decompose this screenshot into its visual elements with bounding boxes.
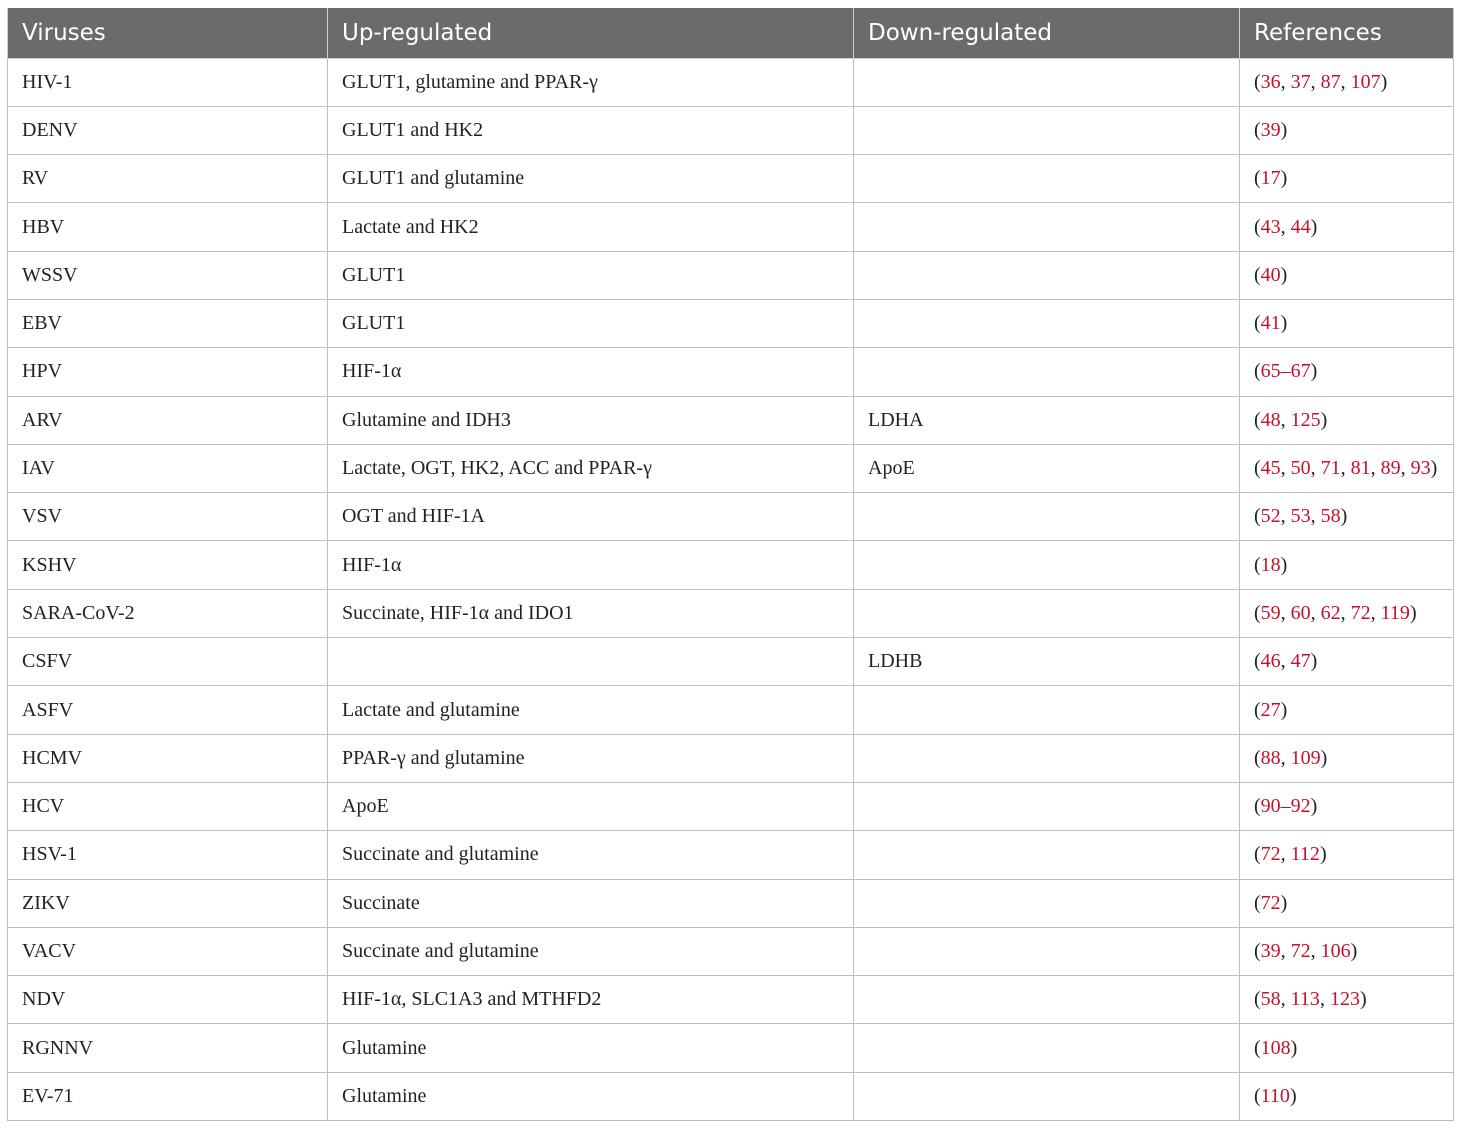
ref-separator: ,	[1280, 215, 1291, 238]
close-paren: )	[1359, 988, 1367, 1011]
open-paren: (	[1254, 553, 1261, 576]
reference-link[interactable]: 107	[1350, 70, 1381, 93]
up-regulated-cell: GLUT1 and HK2	[328, 106, 854, 154]
reference-link[interactable]: 37	[1290, 70, 1311, 93]
reference-link[interactable]: 44	[1290, 215, 1311, 238]
up-regulated-cell: GLUT1, glutamine and PPAR-γ	[328, 58, 854, 106]
down-regulated-cell	[854, 106, 1240, 154]
table-row	[8, 782, 1454, 830]
table-row	[8, 879, 1454, 927]
reference-link[interactable]: 90–92	[1260, 795, 1311, 818]
reference-link[interactable]: 112	[1290, 843, 1320, 866]
table-row	[8, 106, 1454, 154]
table-row	[8, 927, 1454, 975]
virus-cell: RGNNV	[8, 1024, 328, 1072]
references-cell	[1240, 444, 1454, 492]
virus-cell: KSHV	[8, 541, 328, 589]
down-regulated-cell	[854, 541, 1240, 589]
table-row	[8, 444, 1454, 492]
virus-cell: EBV	[8, 299, 328, 347]
virus-cell: WSSV	[8, 251, 328, 299]
reference-link[interactable]: 72	[1350, 601, 1371, 624]
close-paren: )	[1310, 795, 1318, 818]
down-regulated-cell	[854, 734, 1240, 782]
up-regulated-cell: GLUT1 and glutamine	[328, 155, 854, 203]
down-regulated-cell	[854, 251, 1240, 299]
open-paren: (	[1254, 505, 1261, 528]
ref-separator: ,	[1310, 601, 1321, 624]
reference-link[interactable]: 58	[1320, 505, 1341, 528]
up-regulated-cell: Lactate and HK2	[328, 203, 854, 251]
reference-link[interactable]: 58	[1260, 988, 1281, 1011]
open-paren: (	[1254, 939, 1261, 962]
close-paren: )	[1340, 505, 1348, 528]
references-cell	[1240, 686, 1454, 734]
ref-separator: ,	[1280, 650, 1291, 673]
reference-link[interactable]: 50	[1290, 457, 1311, 480]
ref-separator: ,	[1310, 505, 1321, 528]
ref-separator: ,	[1280, 70, 1291, 93]
up-regulated-cell: HIF-1α	[328, 541, 854, 589]
ref-separator: ,	[1340, 457, 1351, 480]
open-paren: (	[1254, 70, 1261, 93]
close-paren: )	[1280, 891, 1288, 914]
down-regulated-cell	[854, 155, 1240, 203]
virus-cell: DENV	[8, 106, 328, 154]
open-paren: (	[1254, 312, 1261, 335]
table-row	[8, 1072, 1454, 1120]
references-cell	[1240, 203, 1454, 251]
up-regulated-cell: Succinate, HIF-1α and IDO1	[328, 589, 854, 637]
down-regulated-cell	[854, 1024, 1240, 1072]
open-paren: (	[1254, 408, 1261, 431]
up-regulated-cell: GLUT1	[328, 251, 854, 299]
close-paren: )	[1280, 312, 1288, 335]
ref-separator: ,	[1280, 843, 1291, 866]
ref-separator: ,	[1280, 988, 1291, 1011]
up-regulated-cell: Succinate	[328, 879, 854, 927]
reference-link[interactable]: 45	[1260, 457, 1281, 480]
virus-cell: RV	[8, 155, 328, 203]
down-regulated-cell: LDHA	[854, 396, 1240, 444]
ref-separator: ,	[1280, 505, 1291, 528]
reference-link[interactable]: 93	[1410, 457, 1431, 480]
close-paren: )	[1319, 843, 1327, 866]
table-row	[8, 155, 1454, 203]
up-regulated-cell: PPAR-γ and glutamine	[328, 734, 854, 782]
references-cell	[1240, 879, 1454, 927]
table-row	[8, 493, 1454, 541]
virus-cell: HCMV	[8, 734, 328, 782]
close-paren: )	[1310, 360, 1318, 383]
close-paren: )	[1430, 457, 1438, 480]
reference-link[interactable]: 27	[1260, 698, 1281, 721]
open-paren: (	[1254, 698, 1261, 721]
ref-separator: ,	[1319, 988, 1330, 1011]
close-paren: )	[1280, 553, 1288, 576]
open-paren: (	[1254, 263, 1261, 286]
virus-cell: HSV-1	[8, 831, 328, 879]
reference-link[interactable]: 109	[1290, 746, 1321, 769]
open-paren: (	[1254, 795, 1261, 818]
open-paren: (	[1254, 118, 1261, 141]
close-paren: )	[1380, 70, 1388, 93]
close-paren: )	[1280, 167, 1288, 190]
virus-metabolism-table	[7, 8, 1454, 1121]
table-body	[8, 58, 1454, 1121]
reference-link[interactable]: 119	[1380, 601, 1410, 624]
reference-link[interactable]: 53	[1290, 505, 1311, 528]
virus-cell: HIV-1	[8, 58, 328, 106]
reference-link[interactable]: 52	[1260, 505, 1281, 528]
references-cell	[1240, 155, 1454, 203]
close-paren: )	[1280, 698, 1288, 721]
virus-cell: ARV	[8, 396, 328, 444]
open-paren: (	[1254, 457, 1261, 480]
reference-link[interactable]: 62	[1320, 601, 1341, 624]
references-cell	[1240, 541, 1454, 589]
close-paren: )	[1320, 746, 1328, 769]
references-cell	[1240, 831, 1454, 879]
virus-cell: HCV	[8, 782, 328, 830]
down-regulated-cell: ApoE	[854, 444, 1240, 492]
up-regulated-cell: Glutamine	[328, 1024, 854, 1072]
table-row	[8, 541, 1454, 589]
table-row	[8, 203, 1454, 251]
up-regulated-cell: Succinate and glutamine	[328, 831, 854, 879]
open-paren: (	[1254, 360, 1261, 383]
open-paren: (	[1254, 1084, 1261, 1107]
references-cell	[1240, 589, 1454, 637]
reference-link[interactable]: 106	[1320, 939, 1351, 962]
open-paren: (	[1254, 843, 1261, 866]
references-cell	[1240, 396, 1454, 444]
open-paren: (	[1254, 988, 1261, 1011]
up-regulated-cell: OGT and HIF-1A	[328, 493, 854, 541]
close-paren: )	[1290, 1036, 1298, 1059]
table-row	[8, 299, 1454, 347]
open-paren: (	[1254, 746, 1261, 769]
reference-link[interactable]: 46	[1260, 650, 1281, 673]
reference-link[interactable]: 110	[1260, 1084, 1290, 1107]
ref-separator: ,	[1310, 939, 1321, 962]
reference-link[interactable]: 125	[1290, 408, 1321, 431]
down-regulated-cell	[854, 976, 1240, 1024]
down-regulated-cell	[854, 927, 1240, 975]
ref-separator: ,	[1370, 457, 1381, 480]
down-regulated-cell	[854, 782, 1240, 830]
header-viruses: Viruses	[8, 8, 328, 58]
reference-link[interactable]: 40	[1260, 263, 1281, 286]
references-cell	[1240, 348, 1454, 396]
up-regulated-cell	[328, 638, 854, 686]
ref-separator: ,	[1370, 601, 1381, 624]
reference-link[interactable]: 65–67	[1260, 360, 1311, 383]
references-cell	[1240, 734, 1454, 782]
reference-link[interactable]: 36	[1260, 70, 1281, 93]
reference-link[interactable]: 48	[1260, 408, 1281, 431]
reference-link[interactable]: 41	[1260, 312, 1281, 335]
reference-link[interactable]: 60	[1290, 601, 1311, 624]
ref-separator: ,	[1340, 601, 1351, 624]
ref-separator: ,	[1280, 601, 1291, 624]
reference-link[interactable]: 72	[1260, 843, 1281, 866]
references-cell	[1240, 976, 1454, 1024]
reference-link[interactable]: 123	[1329, 988, 1360, 1011]
virus-cell: NDV	[8, 976, 328, 1024]
down-regulated-cell	[854, 1072, 1240, 1120]
references-cell	[1240, 106, 1454, 154]
header-down-regulated: Down-regulated	[854, 8, 1240, 58]
down-regulated-cell: LDHB	[854, 638, 1240, 686]
table-container	[7, 8, 1453, 1121]
virus-cell: ASFV	[8, 686, 328, 734]
reference-link[interactable]: 43	[1260, 215, 1281, 238]
ref-separator: ,	[1280, 408, 1291, 431]
reference-link[interactable]: 113	[1290, 988, 1320, 1011]
table-row	[8, 58, 1454, 106]
virus-cell: CSFV	[8, 638, 328, 686]
close-paren: )	[1280, 263, 1288, 286]
ref-separator: ,	[1310, 70, 1321, 93]
table-row	[8, 589, 1454, 637]
ref-separator: ,	[1340, 70, 1351, 93]
open-paren: (	[1254, 167, 1261, 190]
open-paren: (	[1254, 1036, 1261, 1059]
ref-separator: ,	[1280, 746, 1291, 769]
reference-link[interactable]: 47	[1290, 650, 1311, 673]
reference-link[interactable]: 59	[1260, 601, 1281, 624]
down-regulated-cell	[854, 348, 1240, 396]
down-regulated-cell	[854, 879, 1240, 927]
down-regulated-cell	[854, 493, 1240, 541]
references-cell	[1240, 58, 1454, 106]
virus-cell: VSV	[8, 493, 328, 541]
ref-separator: ,	[1280, 457, 1291, 480]
up-regulated-cell: Glutamine and IDH3	[328, 396, 854, 444]
down-regulated-cell	[854, 203, 1240, 251]
references-cell	[1240, 251, 1454, 299]
reference-link[interactable]: 88	[1260, 746, 1281, 769]
header-up-regulated: Up-regulated	[328, 8, 854, 58]
virus-cell: EV-71	[8, 1072, 328, 1120]
open-paren: (	[1254, 650, 1261, 673]
close-paren: )	[1289, 1084, 1297, 1107]
ref-separator: ,	[1310, 457, 1321, 480]
open-paren: (	[1254, 215, 1261, 238]
close-paren: )	[1409, 601, 1417, 624]
reference-link[interactable]: 39	[1260, 118, 1281, 141]
up-regulated-cell: Glutamine	[328, 1072, 854, 1120]
table-row	[8, 831, 1454, 879]
reference-link[interactable]: 89	[1380, 457, 1401, 480]
open-paren: (	[1254, 601, 1261, 624]
references-cell	[1240, 1024, 1454, 1072]
virus-cell: VACV	[8, 927, 328, 975]
header-references: References	[1240, 8, 1454, 58]
table-row	[8, 686, 1454, 734]
up-regulated-cell: HIF-1α	[328, 348, 854, 396]
reference-link[interactable]: 18	[1260, 553, 1281, 576]
references-cell	[1240, 782, 1454, 830]
reference-link[interactable]: 71	[1320, 457, 1341, 480]
table-row	[8, 734, 1454, 782]
up-regulated-cell: Lactate and glutamine	[328, 686, 854, 734]
ref-separator: ,	[1400, 457, 1411, 480]
up-regulated-cell: HIF-1α, SLC1A3 and MTHFD2	[328, 976, 854, 1024]
close-paren: )	[1310, 650, 1318, 673]
virus-cell: IAV	[8, 444, 328, 492]
table-row	[8, 348, 1454, 396]
table-row	[8, 251, 1454, 299]
references-cell	[1240, 493, 1454, 541]
down-regulated-cell	[854, 831, 1240, 879]
header-row	[8, 8, 1454, 58]
references-cell	[1240, 638, 1454, 686]
table-row	[8, 638, 1454, 686]
open-paren: (	[1254, 891, 1261, 914]
reference-link[interactable]: 39	[1260, 939, 1281, 962]
ref-separator: ,	[1280, 939, 1291, 962]
up-regulated-cell: Succinate and glutamine	[328, 927, 854, 975]
table-row	[8, 396, 1454, 444]
close-paren: )	[1320, 408, 1328, 431]
references-cell	[1240, 1072, 1454, 1120]
virus-cell: HPV	[8, 348, 328, 396]
virus-cell: SARA-CoV-2	[8, 589, 328, 637]
references-cell	[1240, 299, 1454, 347]
table-row	[8, 1024, 1454, 1072]
reference-link[interactable]: 72	[1290, 939, 1311, 962]
reference-link[interactable]: 17	[1260, 167, 1281, 190]
close-paren: )	[1350, 939, 1358, 962]
table-row	[8, 976, 1454, 1024]
reference-link[interactable]: 108	[1260, 1036, 1291, 1059]
down-regulated-cell	[854, 299, 1240, 347]
up-regulated-cell: GLUT1	[328, 299, 854, 347]
up-regulated-cell: Lactate, OGT, HK2, ACC and PPAR-γ	[328, 444, 854, 492]
close-paren: )	[1310, 215, 1318, 238]
reference-link[interactable]: 72	[1260, 891, 1281, 914]
down-regulated-cell	[854, 589, 1240, 637]
down-regulated-cell	[854, 686, 1240, 734]
virus-cell: HBV	[8, 203, 328, 251]
reference-link[interactable]: 87	[1320, 70, 1341, 93]
close-paren: )	[1280, 118, 1288, 141]
virus-cell: ZIKV	[8, 879, 328, 927]
table-header	[8, 8, 1454, 58]
up-regulated-cell: ApoE	[328, 782, 854, 830]
references-cell	[1240, 927, 1454, 975]
reference-link[interactable]: 81	[1350, 457, 1371, 480]
down-regulated-cell	[854, 58, 1240, 106]
